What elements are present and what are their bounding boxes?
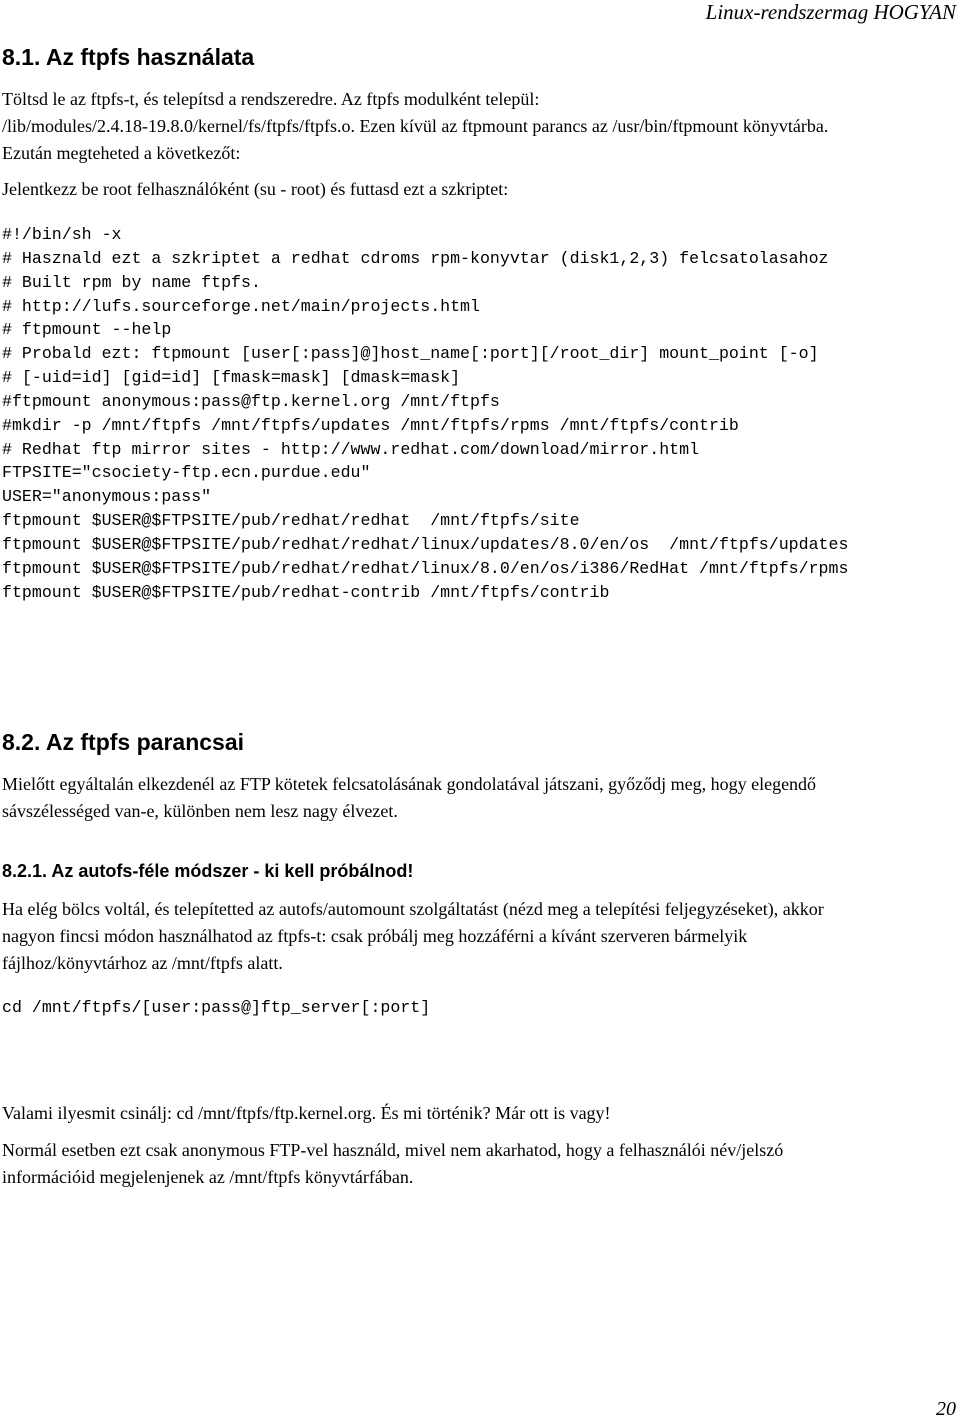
section-8-1-intro-paragraph xyxy=(2,86,952,167)
note-line: információid megjelenjenek az /mnt/ftpfs könyvtárfában. xyxy=(2,1167,414,1187)
body-line: nagyon fincsi módon használhatod az ftpfs-t: csak próbálj meg hozzáférni a kívánt szerveren bármelyik xyxy=(2,926,748,946)
body-line: Ha elég bölcs voltál, és telepítetted az autofs/automount szolgáltatást (nézd meg a telepítési feljegyzéseket), akkor xyxy=(2,899,824,919)
code-line: # Redhat ftp mirror sites - http://www.redhat.com/download/mirror.html xyxy=(2,439,700,459)
cd-command-code-block xyxy=(2,996,430,1020)
section-heading-8-1: 8.1. Az ftpfs használata xyxy=(2,44,255,70)
body-line: fájlhoz/könyvtárhoz az /mnt/ftpfs alatt. xyxy=(2,953,283,973)
note-line: Normál esetben ezt csak anonymous FTP-vel használd, mivel nem akarhatod, hogy a felhasználói név/jelszó xyxy=(2,1140,784,1160)
code-line: ftpmount $USER@$FTPSITE/pub/redhat/redhat /mnt/ftpfs/site xyxy=(2,511,580,531)
code-line: # Built rpm by name ftpfs. xyxy=(2,272,261,292)
page-number: 20 xyxy=(936,1398,956,1420)
example-text: Valami ilyesmit csinálj: cd /mnt/ftpfs/ftp.kernel.org. És mi történik? Már ott is vagy! xyxy=(2,1103,611,1123)
section-8-2-1-body-paragraph xyxy=(2,896,952,977)
code-line: #mkdir -p /mnt/ftpfs /mnt/ftpfs/updates /mnt/ftpfs/rpms /mnt/ftpfs/contrib xyxy=(2,415,739,435)
code-line: # ftpmount --help xyxy=(2,320,172,340)
example-paragraph xyxy=(2,1100,952,1127)
code-line: ftpmount $USER@$FTPSITE/pub/redhat-contrib /mnt/ftpfs/contrib xyxy=(2,582,610,602)
root-instruction-text: Jelentkezz be root felhasználóként (su - root) és futtasd ezt a szkriptet: xyxy=(2,179,509,199)
code-line: USER="anonymous:pass" xyxy=(2,487,212,507)
code-line: # Probald ezt: ftpmount [user[:pass]@]host_name[:port][/root_dir] mount_point [-o] xyxy=(2,344,819,364)
running-header-title: Linux-rendszermag HOGYAN xyxy=(705,0,956,24)
section-8-2-intro-paragraph xyxy=(2,771,952,825)
intro-line: Ezután megteheted a következőt: xyxy=(2,143,241,163)
root-instruction-paragraph xyxy=(2,176,952,203)
intro-line: Mielőtt egyáltalán elkezdenél az FTP kötetek felcsatolásának gondolatával játszani, győződj meg, hogy elegendő xyxy=(2,774,817,794)
intro-line: /lib/modules/2.4.18-19.8.0/kernel/fs/ftpfs/ftpfs.o. Ezen kívül az ftpmount parancs az /usr/bin/ftpmount könyvtárba. xyxy=(2,116,829,136)
section-heading-8-2-1: 8.2.1. Az autofs-féle módszer - ki kell próbálnod! xyxy=(2,861,414,881)
code-line: #!/bin/sh -x xyxy=(2,225,122,244)
intro-line: Töltsd le az ftpfs-t, és telepítsd a rendszeredre. Az ftpfs modulként települ: xyxy=(2,89,540,109)
code-line: cd /mnt/ftpfs/[user:pass@]ftp_server[:port] xyxy=(2,998,431,1017)
code-line: FTPSITE="csociety-ftp.ecn.purdue.edu" xyxy=(2,463,371,483)
anonymous-ftp-note-paragraph xyxy=(2,1137,952,1191)
intro-line: sávszélességed van-e, különben nem lesz nagy élvezet. xyxy=(2,801,398,821)
mount-script-code-block xyxy=(2,223,848,605)
code-line: # Hasznald ezt a szkriptet a redhat cdroms rpm-konyvtar (disk1,2,3) felcsatolasahoz xyxy=(2,248,829,268)
code-line: ftpmount $USER@$FTPSITE/pub/redhat/redhat/linux/8.0/en/os/i386/RedHat /mnt/ftpfs/rpms xyxy=(2,558,849,578)
code-line: #ftpmount anonymous:pass@ftp.kernel.org /mnt/ftpfs xyxy=(2,391,500,411)
code-line: ftpmount $USER@$FTPSITE/pub/redhat/redhat/linux/updates/8.0/en/os /mnt/ftpfs/updates xyxy=(2,534,849,554)
code-line: # [-uid=id] [gid=id] [fmask=mask] [dmask=mask] xyxy=(2,368,461,388)
code-line: # http://lufs.sourceforge.net/main/projects.html xyxy=(2,296,480,316)
section-heading-8-2: 8.2. Az ftpfs parancsai xyxy=(2,729,245,755)
